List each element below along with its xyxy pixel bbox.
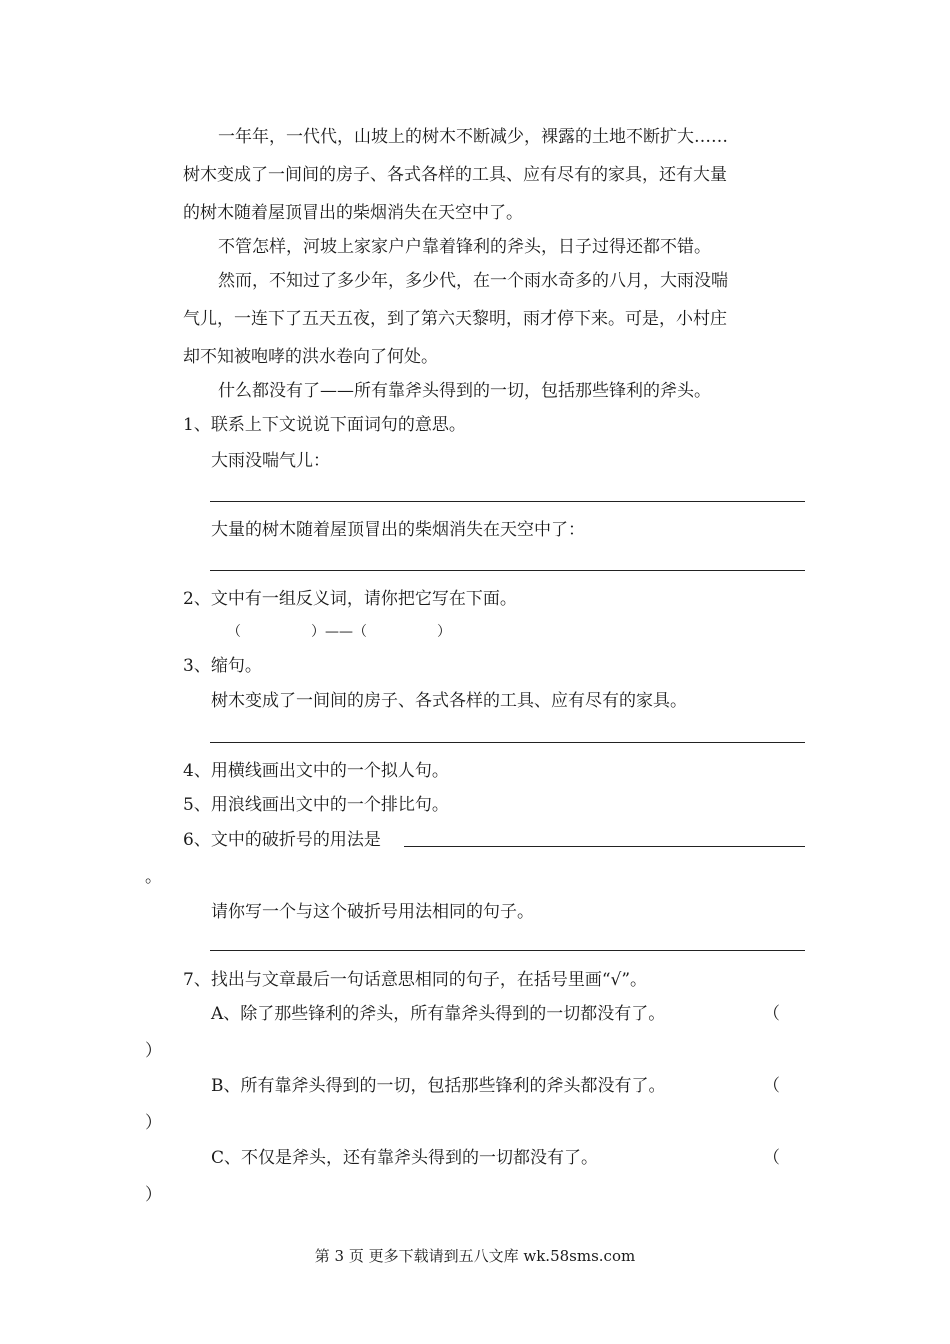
passage-line: 树木变成了一间间的房子、各式各样的工具、应有尽有的家具，还有大量 [183,165,727,185]
question-5: 5、用浪线画出文中的一个排比句。 [183,795,449,815]
passage-line: 然而，不知过了多少年，多少代，在一个雨水奇多的八月，大雨没喘 [218,271,728,291]
question-6-period: 。 [145,867,162,887]
question-3-sentence: 树木变成了一间间的房子、各式各样的工具、应有尽有的家具。 [211,691,687,711]
answer-line[interactable] [210,950,805,951]
answer-line[interactable] [210,570,805,571]
passage-line: 的树木随着屋顶冒出的柴烟消失在天空中了。 [183,203,523,223]
question-1b: 大量的树木随着屋顶冒出的柴烟消失在天空中了： [211,520,585,540]
option-c-paren-open[interactable]: （ [763,1148,780,1168]
passage-line: 不管怎样，河坡上家家户户靠着锋利的斧头，日子过得还都不错。 [218,237,711,257]
antonym-blank[interactable]: （ ）——（ ） [227,624,451,640]
option-a-paren-close[interactable]: ） [145,1041,162,1061]
passage-line: 气儿，一连下了五天五夜，到了第六天黎明，雨才停下来。可是，小村庄 [183,309,727,329]
question-6-sub: 请你写一个与这个破折号用法相同的句子。 [211,902,534,922]
passage-line: 却不知被咆哮的洪水卷向了何处。 [183,347,438,367]
question-7: 7、找出与文章最后一句话意思相同的句子，在括号里画“√”。 [183,970,648,990]
passage-line: 什么都没有了——所有靠斧头得到的一切，包括那些锋利的斧头。 [218,381,711,401]
question-1: 1、联系上下文说说下面词句的意思。 [183,415,466,435]
answer-line[interactable] [210,742,805,743]
option-a: A、除了那些锋利的斧头，所有靠斧头得到的一切都没有了。 [211,1004,666,1024]
option-b-paren-open[interactable]: （ [763,1076,780,1096]
option-b-paren-close[interactable]: ） [145,1113,162,1133]
question-2: 2、文中有一组反义词，请你把它写在下面。 [183,589,517,609]
question-1a: 大雨没喘气儿： [211,451,330,471]
answer-line[interactable] [404,846,805,847]
option-c-paren-close[interactable]: ） [145,1185,162,1205]
question-3: 3、缩句。 [183,656,262,676]
option-c: C、不仅是斧头，还有靠斧头得到的一切都没有了。 [211,1148,599,1168]
question-4: 4、用横线画出文中的一个拟人句。 [183,761,449,781]
passage-line: 一年年，一代代，山坡上的树木不断减少，裸露的土地不断扩大…… [218,127,728,147]
option-b: B、所有靠斧头得到的一切，包括那些锋利的斧头都没有了。 [211,1076,666,1096]
question-6: 6、文中的破折号的用法是 [183,830,381,850]
answer-line[interactable] [210,501,805,502]
option-a-paren-open[interactable]: （ [763,1004,780,1024]
page-footer: 第 3 页 更多下载请到五八文库 wk.58sms.com [314,1247,636,1265]
